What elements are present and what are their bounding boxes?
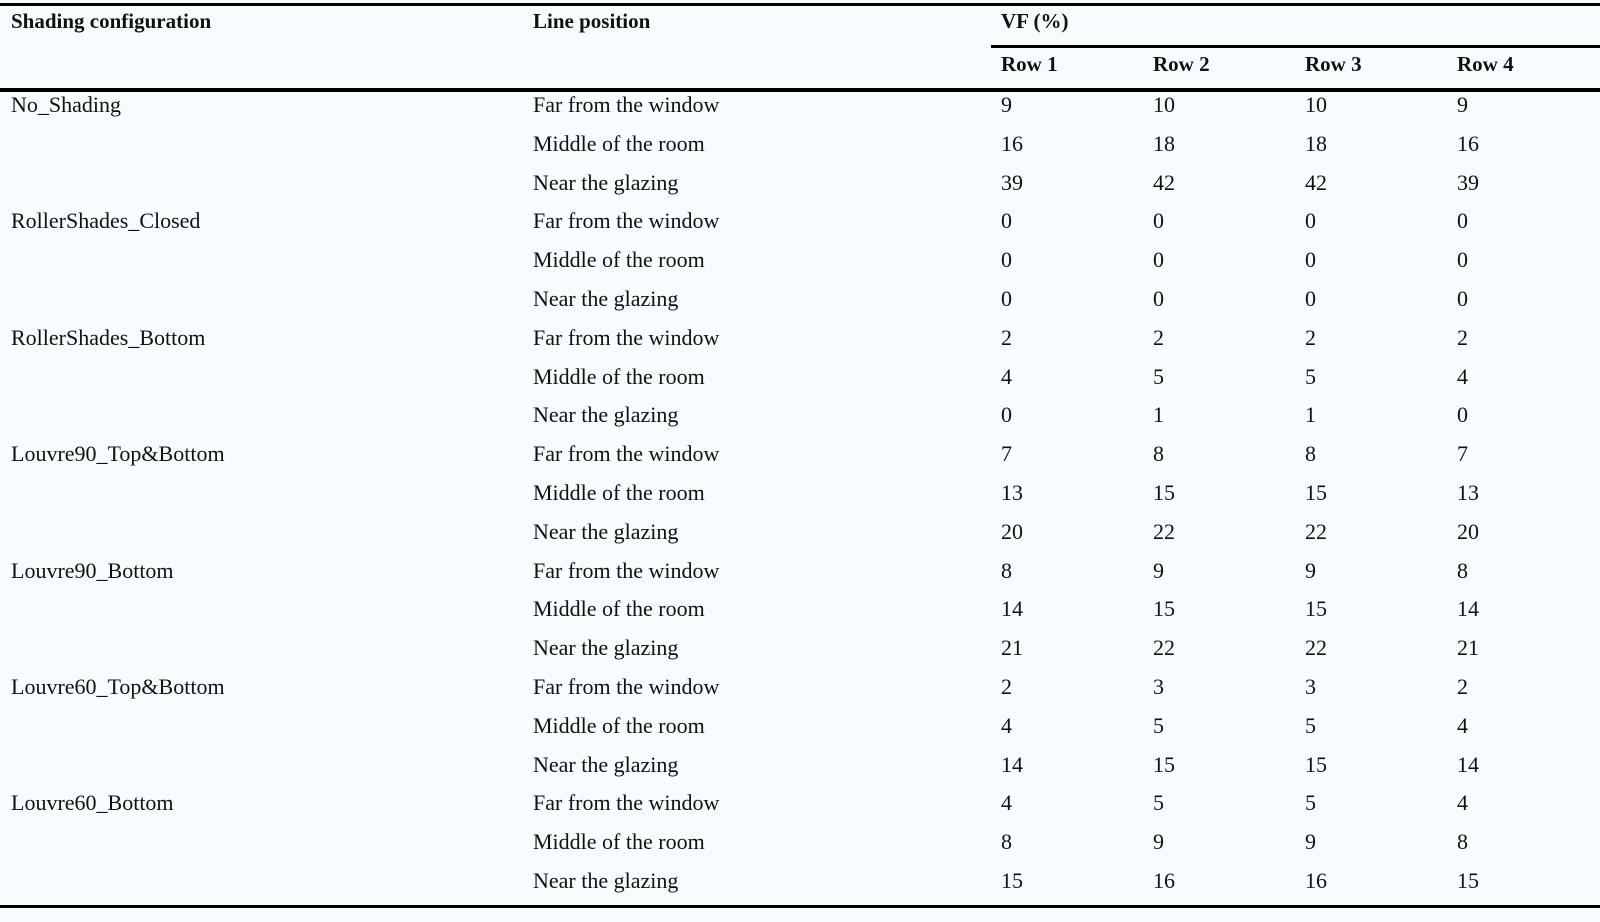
table-row (0, 791, 1600, 829)
table-row (0, 830, 1600, 868)
vf-row-3-cell: 18 (1305, 131, 1327, 156)
table-row (0, 675, 1600, 713)
vf-row-4-cell: 14 (1457, 596, 1479, 621)
table-row (0, 597, 1600, 635)
vf-row-3-cell: 22 (1305, 635, 1327, 660)
table-row (0, 287, 1600, 325)
vf-row-4-cell: 20 (1457, 519, 1479, 544)
vf-row-2-cell: 9 (1153, 829, 1164, 854)
line-position-cell: Middle of the room (533, 247, 705, 272)
vf-row-2-cell: 0 (1153, 208, 1164, 233)
line-position-cell: Far from the window (533, 558, 720, 583)
line-position-cell: Near the glazing (533, 635, 679, 660)
vf-row-2-cell: 42 (1153, 170, 1175, 195)
vf-row-1-cell: 21 (1001, 635, 1023, 660)
line-position-cell: Middle of the room (533, 131, 705, 156)
vf-row-3-cell: 3 (1305, 674, 1316, 699)
line-position-cell: Far from the window (533, 674, 720, 699)
table-row (0, 714, 1600, 752)
vf-row-1-cell: 0 (1001, 247, 1012, 272)
vf-row-4-cell: 0 (1457, 286, 1468, 311)
vf-row-2-cell: 0 (1153, 247, 1164, 272)
header-vf: VF (%) (1001, 9, 1069, 33)
vf-row-3-cell: 16 (1305, 868, 1327, 893)
vf-row-4-cell: 4 (1457, 713, 1468, 738)
vf-row-1-cell: 39 (1001, 170, 1023, 195)
shading-configuration-cell: Louvre90_Bottom (11, 558, 174, 583)
vf-row-3-cell: 9 (1305, 558, 1316, 583)
vf-row-3-cell: 9 (1305, 829, 1316, 854)
vf-row-1-cell: 4 (1001, 790, 1012, 815)
line-position-cell: Far from the window (533, 441, 720, 466)
table-row (0, 132, 1600, 170)
vf-row-3-cell: 0 (1305, 208, 1316, 233)
table-row (0, 365, 1600, 403)
vf-row-1-cell: 13 (1001, 480, 1023, 505)
vf-row-3-cell: 0 (1305, 286, 1316, 311)
table-row (0, 171, 1600, 209)
vf-row-1-cell: 7 (1001, 441, 1012, 466)
vf-row-3-cell: 10 (1305, 92, 1327, 117)
vf-row-1-cell: 0 (1001, 208, 1012, 233)
vf-row-1-cell: 9 (1001, 92, 1012, 117)
vf-row-2-cell: 1 (1153, 402, 1164, 427)
table-row (0, 520, 1600, 558)
vf-row-3-cell: 5 (1305, 790, 1316, 815)
table-row (0, 326, 1600, 364)
line-position-cell: Near the glazing (533, 868, 679, 893)
vf-row-4-cell: 9 (1457, 92, 1468, 117)
shading-configuration-cell: Louvre90_Top&Bottom (11, 441, 225, 466)
table-row (0, 93, 1600, 131)
vf-row-4-cell: 2 (1457, 325, 1468, 350)
vf-row-3-cell: 0 (1305, 247, 1316, 272)
header-row-2: Row 2 (1153, 52, 1210, 76)
vf-row-3-cell: 8 (1305, 441, 1316, 466)
vf-row-1-cell: 0 (1001, 286, 1012, 311)
table-bottom-rule (0, 905, 1600, 908)
line-position-cell: Middle of the room (533, 829, 705, 854)
shading-configuration-cell: RollerShades_Closed (11, 208, 201, 233)
vf-row-2-cell: 15 (1153, 596, 1175, 621)
vf-row-1-cell: 0 (1001, 402, 1012, 427)
line-position-cell: Far from the window (533, 92, 720, 117)
table-row (0, 403, 1600, 441)
line-position-cell: Middle of the room (533, 596, 705, 621)
table-top-rule (0, 3, 1600, 6)
header-line-position: Line position (533, 9, 651, 33)
vf-row-3-cell: 15 (1305, 752, 1327, 777)
vf-row-1-cell: 14 (1001, 752, 1023, 777)
vf-row-2-cell: 22 (1153, 519, 1175, 544)
vf-row-1-cell: 20 (1001, 519, 1023, 544)
shading-configuration-cell: Louvre60_Bottom (11, 790, 174, 815)
line-position-cell: Middle of the room (533, 364, 705, 389)
line-position-cell: Near the glazing (533, 519, 679, 544)
vf-row-1-cell: 15 (1001, 868, 1023, 893)
vf-row-4-cell: 8 (1457, 829, 1468, 854)
vf-row-2-cell: 5 (1153, 364, 1164, 389)
vf-row-2-cell: 5 (1153, 713, 1164, 738)
vf-row-4-cell: 16 (1457, 131, 1479, 156)
vf-row-4-cell: 2 (1457, 674, 1468, 699)
vf-row-2-cell: 15 (1153, 752, 1175, 777)
vf-row-2-cell: 10 (1153, 92, 1175, 117)
table-row (0, 248, 1600, 286)
vf-row-4-cell: 8 (1457, 558, 1468, 583)
line-position-cell: Far from the window (533, 325, 720, 350)
line-position-cell: Far from the window (533, 790, 720, 815)
vf-row-3-cell: 15 (1305, 596, 1327, 621)
vf-row-4-cell: 14 (1457, 752, 1479, 777)
vf-group-rule (991, 45, 1600, 48)
vf-row-2-cell: 16 (1153, 868, 1175, 893)
header-shading-configuration: Shading configuration (11, 9, 212, 33)
line-position-cell: Middle of the room (533, 480, 705, 505)
line-position-cell: Near the glazing (533, 170, 679, 195)
table-row (0, 209, 1600, 247)
vf-row-1-cell: 8 (1001, 829, 1012, 854)
line-position-cell: Far from the window (533, 208, 720, 233)
vf-row-2-cell: 22 (1153, 635, 1175, 660)
vf-row-3-cell: 15 (1305, 480, 1327, 505)
vf-row-4-cell: 15 (1457, 868, 1479, 893)
table-row (0, 636, 1600, 674)
vf-row-4-cell: 21 (1457, 635, 1479, 660)
shading-configuration-cell: No_Shading (11, 92, 121, 117)
line-position-cell: Near the glazing (533, 752, 679, 777)
vf-row-3-cell: 2 (1305, 325, 1316, 350)
vf-row-1-cell: 2 (1001, 325, 1012, 350)
vf-row-1-cell: 14 (1001, 596, 1023, 621)
vf-row-2-cell: 0 (1153, 286, 1164, 311)
vf-row-2-cell: 18 (1153, 131, 1175, 156)
table-row (0, 481, 1600, 519)
vf-row-1-cell: 8 (1001, 558, 1012, 583)
vf-row-2-cell: 5 (1153, 790, 1164, 815)
line-position-cell: Middle of the room (533, 713, 705, 738)
vf-row-1-cell: 4 (1001, 713, 1012, 738)
vf-row-4-cell: 0 (1457, 208, 1468, 233)
vf-row-4-cell: 4 (1457, 790, 1468, 815)
table-row (0, 442, 1600, 480)
header-row-3: Row 3 (1305, 52, 1362, 76)
vf-row-1-cell: 2 (1001, 674, 1012, 699)
header-bottom-rule (0, 88, 1600, 92)
vf-row-2-cell: 9 (1153, 558, 1164, 583)
vf-row-1-cell: 4 (1001, 364, 1012, 389)
table-row (0, 869, 1600, 907)
vf-row-4-cell: 4 (1457, 364, 1468, 389)
vf-row-3-cell: 5 (1305, 364, 1316, 389)
vf-row-3-cell: 1 (1305, 402, 1316, 427)
header-row-1: Row 1 (1001, 52, 1058, 76)
vf-row-3-cell: 22 (1305, 519, 1327, 544)
vf-row-4-cell: 7 (1457, 441, 1468, 466)
vf-row-2-cell: 3 (1153, 674, 1164, 699)
vf-row-4-cell: 0 (1457, 247, 1468, 272)
vf-row-2-cell: 2 (1153, 325, 1164, 350)
vf-row-2-cell: 15 (1153, 480, 1175, 505)
line-position-cell: Near the glazing (533, 286, 679, 311)
vf-row-4-cell: 0 (1457, 402, 1468, 427)
vf-row-3-cell: 42 (1305, 170, 1327, 195)
header-row-4: Row 4 (1457, 52, 1514, 76)
vf-row-3-cell: 5 (1305, 713, 1316, 738)
vf-row-4-cell: 39 (1457, 170, 1479, 195)
vf-row-2-cell: 8 (1153, 441, 1164, 466)
shading-configuration-cell: Louvre60_Top&Bottom (11, 674, 225, 699)
line-position-cell: Near the glazing (533, 402, 679, 427)
table-row (0, 753, 1600, 791)
vf-row-4-cell: 13 (1457, 480, 1479, 505)
vf-row-1-cell: 16 (1001, 131, 1023, 156)
table-row (0, 559, 1600, 597)
shading-configuration-cell: RollerShades_Bottom (11, 325, 206, 350)
